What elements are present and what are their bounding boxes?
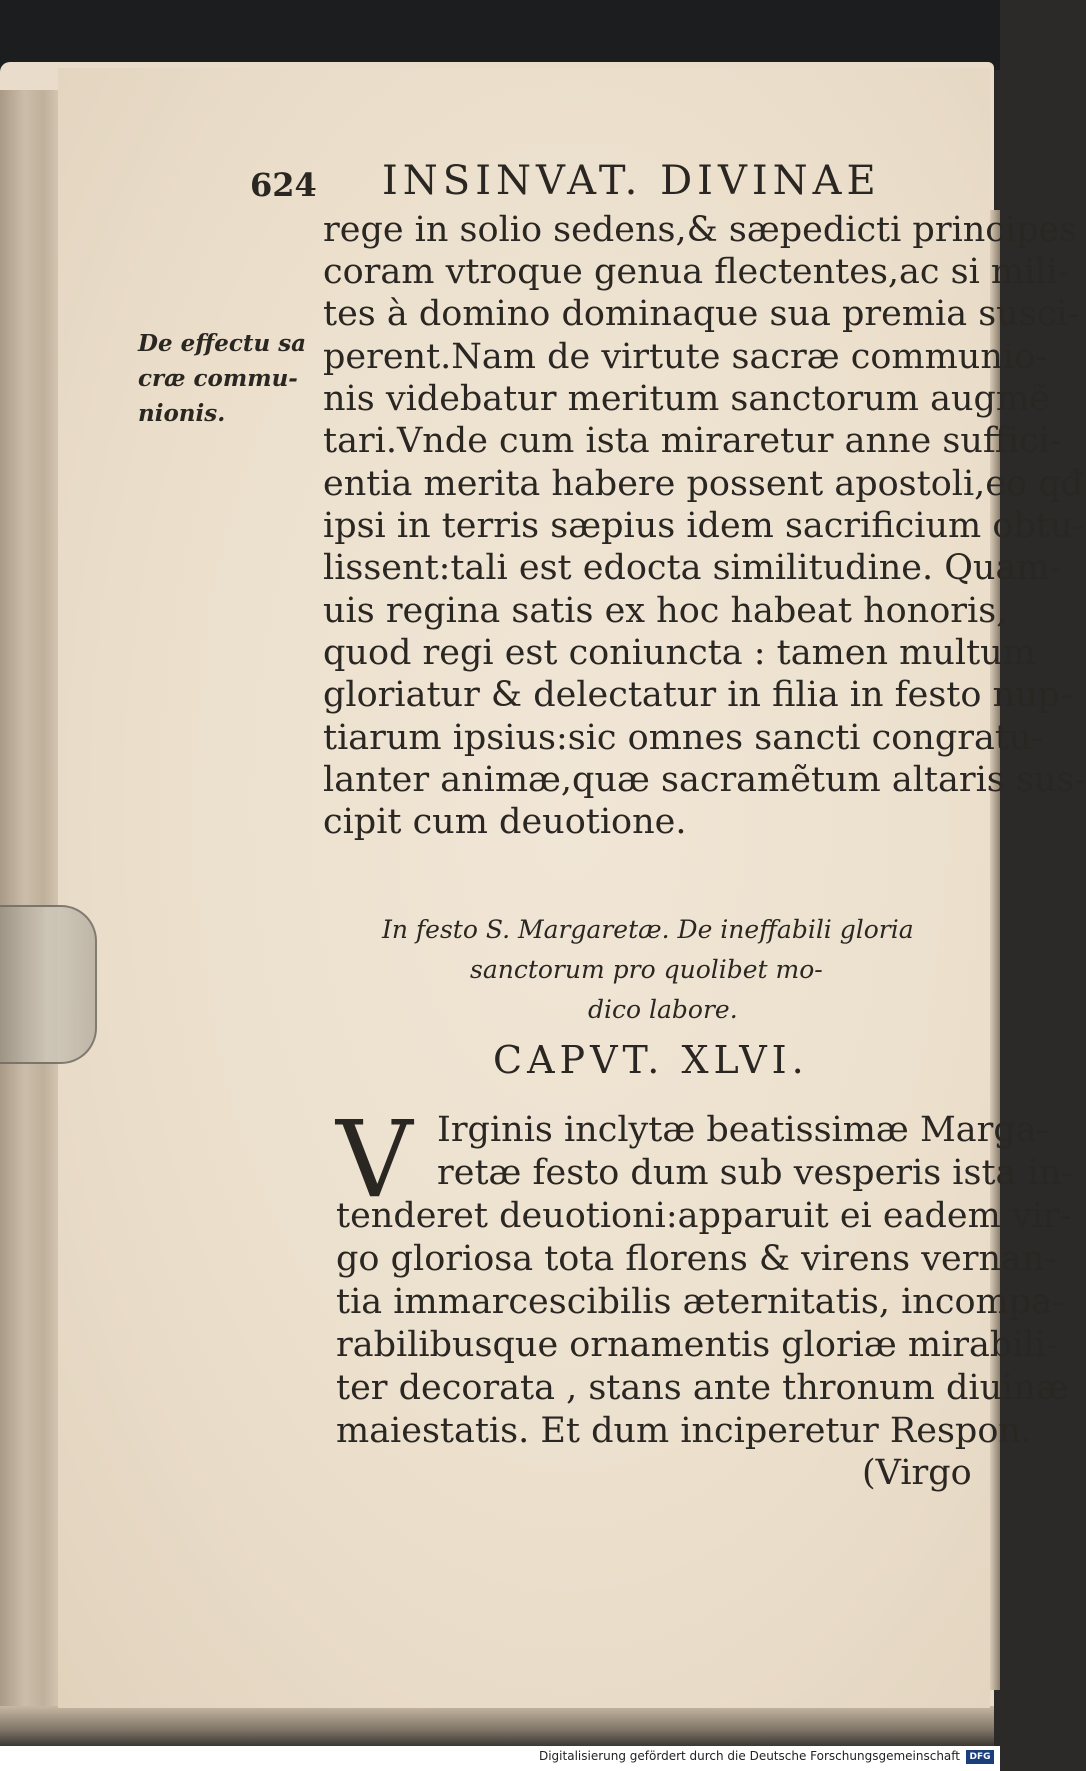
body-line: gloriatur & delectatur in filia in festo nup- — [323, 675, 1072, 715]
subheading-line: In festo S. Margaretæ. De ineffabili gloria — [382, 915, 914, 944]
digitization-footer — [0, 1746, 1000, 1771]
body-line: tiarum ipsius:sic omnes sancti congratu- — [323, 718, 1044, 758]
body-line: nis videbatur meritum sanctorum augmẽ — [323, 379, 1050, 419]
body-line: tes à domino dominaque sua premia susci- — [323, 294, 1080, 334]
body-line: rabilibusque ornamentis gloriæ mirabili- — [336, 1325, 1058, 1365]
drop-cap-initial: V — [336, 1098, 413, 1221]
dfg-logo-icon: DFG — [966, 1750, 994, 1764]
page-edges-bottom — [0, 1706, 994, 1746]
body-line: perent.Nam de virtute sacræ communio- — [323, 337, 1047, 377]
body-line: Irginis inclytæ beatissimæ Marga- — [437, 1110, 1049, 1150]
body-line: entia merita habere possent apostoli,eo qđ — [323, 464, 1084, 504]
footer-credit: Digitalisierung gefördert durch die Deutsche Forschungsgemeinschaft — [538, 1749, 960, 1763]
margin-note-line: cræ commu- — [138, 365, 298, 392]
page-header — [250, 158, 950, 218]
body-line: ipsi in terris sæpius idem sacrificium obtu- — [323, 506, 1085, 546]
body-line: cipit cum deuotione. — [323, 802, 687, 842]
body-line: retæ festo dum sub vesperis ista in- — [437, 1153, 1074, 1193]
body-line: lanter animæ,quæ sacramẽtum altaris sus- — [323, 760, 1086, 800]
margin-note-line: nionis. — [138, 400, 226, 427]
margin-note — [138, 326, 318, 431]
scan-backdrop — [0, 0, 1000, 70]
body-line: uis regina satis ex hoc habeat honoris, — [323, 591, 1008, 631]
subheading-line: sanctorum pro quolibet mo- — [470, 955, 823, 984]
page-number: 624 — [250, 166, 317, 204]
body-line: maiestatis. Et dum inciperetur Respon. — [336, 1411, 1033, 1451]
chapter-title: CAPVT. XLVI. — [493, 1038, 809, 1082]
body-line: tari.Vnde cum ista miraretur anne suffici- — [323, 421, 1062, 461]
body-line: quod regi est coniuncta : tamen multum — [323, 633, 1036, 673]
book-clip — [0, 905, 97, 1064]
body-line: tia immarcescibilis æternitatis, incompa- — [336, 1282, 1064, 1322]
body-line: lissent:tali est edocta similitudine. Quam- — [323, 548, 1062, 588]
body-line: tenderet deuotioni:apparuit ei eadem vir- — [336, 1196, 1072, 1236]
catchword: (Virgo — [862, 1453, 972, 1493]
body-line: coram vtroque genua flectentes,ac si mili- — [323, 252, 1070, 292]
subheading-line: dico labore. — [588, 995, 738, 1024]
margin-note-line: De effectu sa — [138, 330, 307, 357]
body-line: rege in solio sedens,& sæpedicti principes — [323, 210, 1078, 250]
body-line: go gloriosa tota florens & virens vernan- — [336, 1239, 1057, 1279]
body-line: ter decorata , stans ante thronum diuinæ — [336, 1368, 1069, 1408]
running-head: INSINVAT. DIVINAE — [382, 158, 881, 204]
